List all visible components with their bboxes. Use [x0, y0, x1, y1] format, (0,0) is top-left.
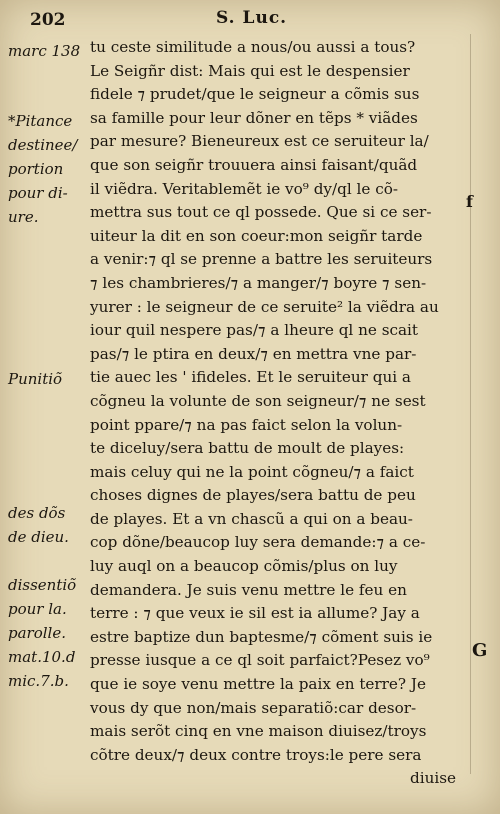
- gloss-portion: portion: [8, 160, 64, 178]
- text-line: te diceluy/sera battu de moult de playes:: [90, 439, 405, 458]
- text-line: mais celuy qui ne la point cõgneu/⁊ a faict: [90, 462, 414, 481]
- text-line: vous dy que non/mais separatiõ:car desor-: [90, 698, 417, 717]
- text-line: demandera. Je suis venu mettre le feu en: [90, 580, 407, 599]
- folio-number: 202: [30, 10, 66, 30]
- text-line: mettra sus tout ce ql possede. Que si ce ser-: [90, 203, 432, 222]
- text-line: que ie soye venu mettre la paix en terre? Je: [90, 675, 426, 694]
- text-line: cõgneu la volunte de son seigneur/⁊ ne sest: [90, 391, 426, 410]
- text-line: mais serõt cinq en vne maison diuisez/troys: [90, 722, 427, 741]
- text-line: iour quil nespere pas/⁊ a lheure ql ne scait: [90, 321, 419, 340]
- text-line: cõtre deux/⁊ deux contre troys:le pere sera: [90, 745, 422, 764]
- right-margin: [462, 40, 500, 780]
- text-line: ⁊ les chambrieres/⁊ a manger/⁊ boyre ⁊ sen-: [90, 273, 427, 292]
- text-line: a venir:⁊ ql se prenne a battre les seruiteurs: [90, 250, 433, 269]
- running-title: S. Luc.: [216, 8, 288, 28]
- text-line: yurer : le seigneur de ce seruite² la viẽdra au: [90, 297, 439, 316]
- text-line: terre : ⁊ que veux ie sil est ia allume? Jay a: [90, 604, 420, 623]
- text-line: Le Seigñr dist: Mais qui est le despensier: [90, 61, 410, 80]
- text-line: point ppare/⁊ na pas faict selon la volun-: [90, 415, 403, 434]
- signature-mark-g: G: [472, 640, 488, 661]
- gloss-destinee: destinee/: [8, 136, 78, 154]
- gloss-mat-ref: mat.10.d: [8, 648, 76, 666]
- text-line: il viẽdra. Veritablemẽt ie vo⁹ dy/ql le cõ-: [90, 179, 398, 198]
- main-text-column: [90, 36, 462, 791]
- text-line: choses dignes de playes/sera battu de peu: [90, 486, 416, 505]
- text-line: cop dõne/beaucop luy sera demande:⁊ a ce-: [90, 533, 426, 552]
- text-line: tu ceste similitude a nous/ou aussi a tous?: [90, 38, 416, 56]
- text-line: uiteur la dit en son coeur:mon seigñr tarde: [90, 226, 423, 245]
- text-line: estre baptize dun baptesme/⁊ cõment suis ie: [90, 627, 433, 646]
- text-line: presse iusque a ce ql soit parfaict?Pesez vo⁹: [90, 651, 430, 670]
- text-line: que son seigñr trouuera ainsi faisant/quãd: [90, 155, 418, 174]
- text-line: par mesure? Bieneureux est ce seruiteur la/: [90, 132, 429, 151]
- gloss-pitance: *Pitance: [8, 112, 73, 130]
- page-header: [0, 6, 500, 36]
- left-margin-glosses: [0, 40, 90, 780]
- gloss-ure: ure.: [8, 208, 39, 226]
- catchword: diuise: [409, 769, 456, 788]
- gloss-punition: Punitiõ: [8, 370, 63, 388]
- text-line: fidele ⁊ prudet/que le seigneur a cõmis sus: [90, 85, 420, 104]
- gloss-pour-la: pour la.: [8, 600, 67, 618]
- text-line: sa famille pour leur dõner en tẽps * viãdes: [90, 108, 418, 127]
- gloss-marc: marc 138: [8, 42, 81, 60]
- text-line: tie auec les ' ifideles. Et le seruiteur qui a: [90, 368, 411, 387]
- text-line: pas/⁊ le ptira en deux/⁊ en mettra vne par-: [90, 344, 417, 363]
- text-line: luy auql on a beaucop cõmis/plus on luy: [90, 557, 398, 576]
- gloss-des-dons: des dõs: [8, 504, 66, 522]
- gloss-parolle: parolle.: [8, 624, 66, 642]
- text-line: de playes. Et a vn chascũ a qui on a beau-: [90, 509, 413, 528]
- gloss-mic-ref: mic.7.b.: [8, 672, 69, 690]
- gloss-pour-diure: pour di-: [8, 184, 68, 202]
- gloss-de-dieu: de dieu.: [8, 528, 69, 546]
- signature-mark-f: f: [466, 192, 473, 211]
- gloss-dissention: dissentiõ: [8, 576, 77, 594]
